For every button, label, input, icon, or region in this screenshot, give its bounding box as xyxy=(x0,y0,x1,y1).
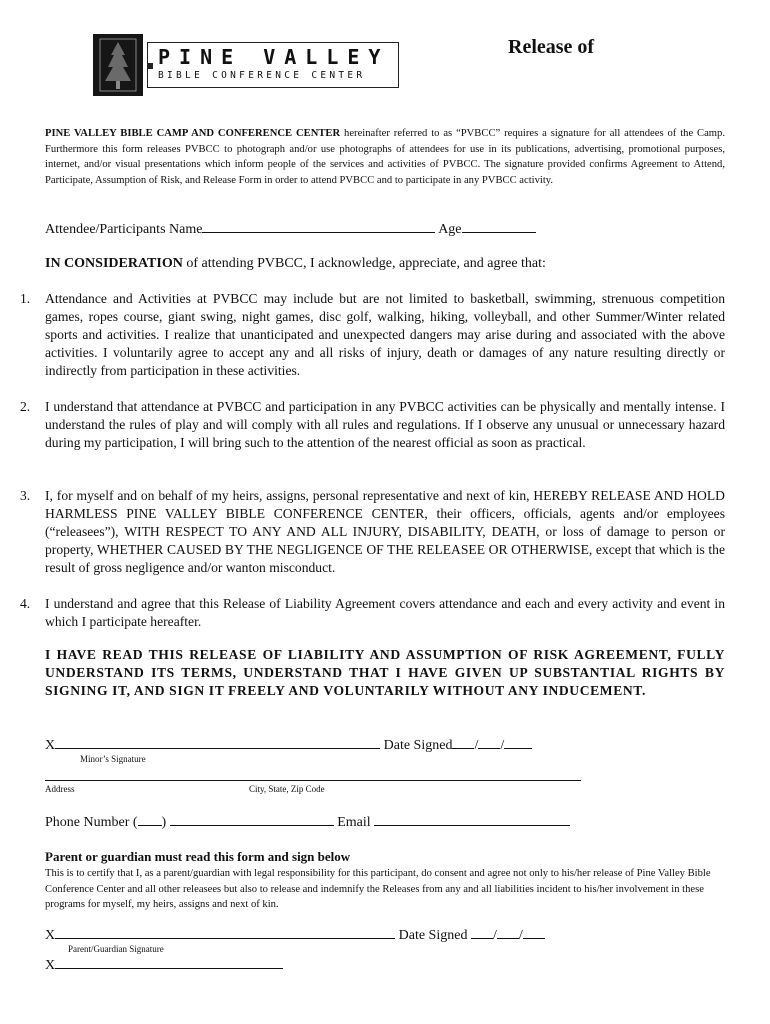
logo-line-2: BIBLE CONFERENCE CENTER xyxy=(158,70,366,81)
email-label: Email xyxy=(337,815,371,830)
list-item xyxy=(20,398,725,452)
date-day-field[interactable] xyxy=(497,926,519,939)
intro-paragraph xyxy=(45,126,725,188)
date-year-field[interactable] xyxy=(523,926,545,939)
item-number: 1. xyxy=(20,291,31,306)
acknowledgement-statement: I HAVE READ THIS RELEASE OF LIABILITY AND ASSUMPTION OF RISK AGREEMENT, FULLY UNDERSTAND ITS TERMS, UNDERSTAND THAT I HAVE GIVEN UP SUBSTANTIAL RIGHTS BY SIGNING IT, AND SIGN IT FREELY AND VOLUNTARILY WITHOUT ANY INDUCEMENT. xyxy=(45,647,725,698)
org-name: PINE VALLEY BIBLE CAMP AND CONFERENCE CENTER xyxy=(45,128,341,139)
item-text: I understand that attendance at PVBCC and participation in any PVBCC activities can be physically and mentally intense. I understand the rules of play and will comply with all rules and regulations. If I observe any unusual or unnecessary hazard during my participation, I will bring such to the attention of the nearest official as soon as practical. xyxy=(45,399,725,450)
pine-tree-icon xyxy=(93,34,143,96)
guardian-paragraph: This is to certify that I, as a parent/guardian with legal responsibility for this participant, do consent and agree not only to his/her release of Pine Valley Bible Conference Center and all other releasees but also to release and indemnify the Releases from any and all liabilities incident to his/her involvement in these programs for myself, my heirs, assigns and next of kin. xyxy=(45,868,711,911)
consideration-text: of attending PVBCC, I acknowledge, appreciate, and agree that: xyxy=(182,256,546,271)
date-day-field[interactable] xyxy=(478,736,500,749)
intro-text: hereinafter referred to as “PVBCC” requires a signature for all attendees of the Camp. Furthermore this form releases PVBCC to photograph and/or use photographs of attendees for use in its publications, advertising, promotional purposes, internet, and/or visual presentations which inform people of the services and activities of PVBCC. The signature provided confirms Agreement to Attend, Participate, Assumption of Risk, and Release Form in order to attend PVBCC and to participate in any PVBCC activity. xyxy=(45,128,725,186)
date-slash: / xyxy=(518,928,523,943)
list-item xyxy=(20,595,725,631)
attendee-name-label: Attendee/Participants Name xyxy=(45,222,203,237)
guardian-heading: Parent or guardian must read this form and sign below xyxy=(45,849,351,864)
list-item xyxy=(20,290,725,380)
second-signature-field[interactable] xyxy=(55,956,283,969)
consideration-bold: IN CONSIDERATION xyxy=(45,256,183,271)
date-slash: / xyxy=(474,738,479,753)
item-number: 4. xyxy=(20,596,31,611)
phone-close-paren: ) xyxy=(161,815,167,830)
item-text: I understand and agree that this Release of Liability Agreement covers attendance and each and every activity and event in which I participate hereafter. xyxy=(45,596,725,629)
logo-wordmark xyxy=(147,42,399,88)
age-label: Age xyxy=(438,222,462,237)
pine-valley-logo xyxy=(93,34,399,96)
address-field[interactable] xyxy=(45,780,581,781)
item-text: Attendance and Activities at PVBCC may include but are not limited to basketball, swimming, strenuous competition games, ropes course, giant swing, night games, disc golf, walking, hiking, volleyball, and other Summer/Winter related sports and activities. I realize that unanticipated and unexpected dangers may arise during and associated with the above activities. I voluntarily agree to accept any and all risks of injury, death or damages of any nature resulting directly or indirectly from participation in these activities. xyxy=(45,291,725,378)
phone-label: Phone Number ( xyxy=(45,815,138,830)
date-slash: / xyxy=(500,738,505,753)
x-mark: X xyxy=(45,738,56,753)
minor-signature-row xyxy=(45,736,532,754)
contact-row xyxy=(45,813,570,831)
document-title: Release of xyxy=(508,36,595,58)
item-number: 2. xyxy=(20,399,31,414)
age-field[interactable] xyxy=(462,220,536,233)
phone-number-field[interactable] xyxy=(170,813,334,826)
guardian-signature-caption: Parent/Guardian Signature xyxy=(68,944,164,954)
item-number: 3. xyxy=(20,488,31,503)
date-month-field[interactable] xyxy=(471,926,493,939)
date-slash: / xyxy=(492,928,497,943)
date-signed-label: Date Signed xyxy=(398,928,468,943)
address-caption: Address xyxy=(45,784,75,794)
minor-signature-caption: Minor’s Signature xyxy=(80,754,146,764)
item-text: I, for myself and on behalf of my heirs, assigns, personal representative and next of kin, HEREBY RELEASE AND HOLD HARMLESS PINE VALLEY BIBLE CONFERENCE CENTER, their officers, officials, agents and/or employees (“releasees”), WITH RESPECT TO ANY AND ALL INJURY, DISABILITY, DEATH, or loss of damage to person or property, WHETHER CAUSED BY THE NEGLIGENCE OF THE RELEASEE OR OTHERWISE, except that which is the result of gross negligence and/or wanton misconduct. xyxy=(45,488,725,575)
date-year-field[interactable] xyxy=(504,736,532,749)
minor-signature-field[interactable] xyxy=(55,736,380,749)
city-state-zip-caption: City, State, Zip Code xyxy=(249,784,325,794)
attendee-row xyxy=(45,220,536,238)
guardian-signature-field[interactable] xyxy=(55,926,395,939)
consideration-line xyxy=(45,256,546,272)
x-mark: X xyxy=(45,958,56,973)
second-signature-row xyxy=(45,956,283,974)
date-signed-label: Date Signed xyxy=(383,738,453,753)
x-mark: X xyxy=(45,928,56,943)
list-item xyxy=(20,487,725,577)
area-code-field[interactable] xyxy=(138,813,162,826)
email-field[interactable] xyxy=(374,813,570,826)
date-month-field[interactable] xyxy=(452,736,474,749)
guardian-signature-row xyxy=(45,926,545,944)
attendee-name-field[interactable] xyxy=(202,220,435,233)
logo-line-1: PINE VALLEY xyxy=(158,45,390,69)
